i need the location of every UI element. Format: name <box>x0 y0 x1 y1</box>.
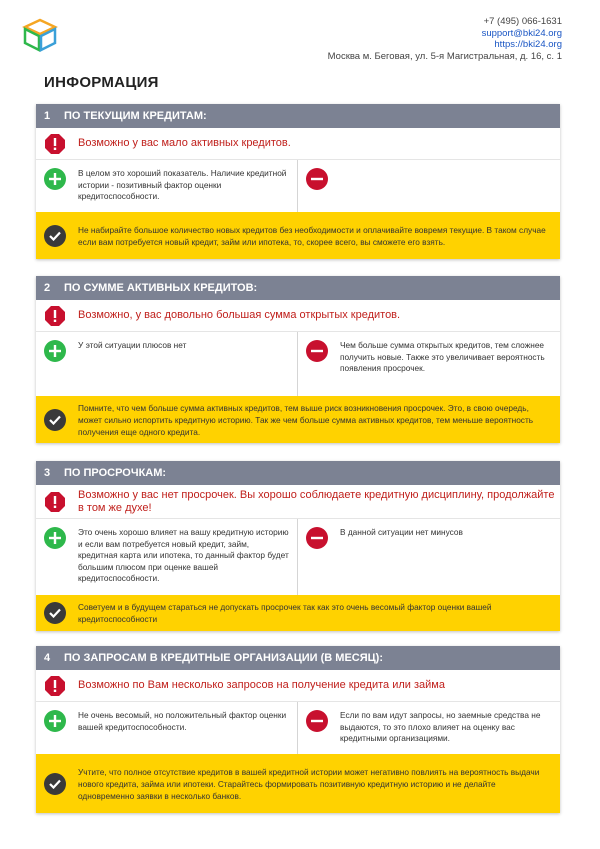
minus-circle-icon <box>306 710 328 732</box>
plus-circle-icon <box>44 710 66 732</box>
plus-column <box>36 519 298 595</box>
warning-row <box>36 485 560 519</box>
plus-column <box>36 702 298 754</box>
warning-row <box>36 300 560 332</box>
section-header <box>36 461 560 485</box>
plus-text: Это очень хорошо влияет на вашу кредитную историю и если вам потребуется новый кредит, займ, кредитная карта или ипотека, то данный фактор будет большим плюсом при оценке вашей кредитоспособности. <box>78 527 289 584</box>
stop-sign-icon <box>44 133 66 155</box>
plus-circle-icon <box>44 168 66 190</box>
tip-text: Не набирайте большое количество новых кредитов без необходимости и оплачивайте вовремя текущие. В таком случае если вам потребуется новый кредит, займ или ипотека, то, скорее всего, вы сможете его взять. <box>78 224 546 247</box>
minus-text: Если по вам идут запросы, но заемные средства не выдаются, то это плохо влияет на оценку вас кредитными организациями. <box>340 710 541 744</box>
tip-row <box>36 212 560 259</box>
site-link[interactable]: https://bki24.org <box>494 39 562 50</box>
plus-column <box>36 332 298 396</box>
warning-row <box>36 128 560 160</box>
tip-text: Помните, что чем больше сумма активных кредитов, тем выше риск возникновения просрочек. Это, в свою очередь, может сильно испортить кредитную историю. Так же чем больше сумма активных кредитов, тем меньше вероятность получения еще одного кредита. <box>78 402 534 437</box>
warning-text: Возможно у вас мало активных кредитов. <box>78 137 291 150</box>
section-title: ПО ПРОСРОЧКАМ: <box>64 467 167 479</box>
section-number: 4 <box>44 652 51 664</box>
check-circle-icon <box>44 773 66 795</box>
check-circle-icon <box>44 409 66 431</box>
minus-column <box>298 332 560 396</box>
plus-minus-row <box>36 519 560 595</box>
minus-column <box>298 160 560 212</box>
minus-text: В данной ситуации нет минусов <box>340 527 463 537</box>
check-circle-icon <box>44 225 66 247</box>
email-link[interactable]: support@bki24.org <box>481 27 562 39</box>
contacts-block <box>328 16 562 62</box>
plus-text: Не очень весомый, но положительный фактор оценки вашей кредитоспособности. <box>78 710 287 732</box>
plus-text: В целом это хороший показатель. Наличие кредитной истории - позитивный фактор оценки кредитоспособности. <box>78 168 287 202</box>
phone-number: +7 (495) 066-1631 <box>483 16 562 27</box>
stop-sign-icon <box>44 491 66 513</box>
section-overdue <box>36 461 560 631</box>
section-title: ПО СУММЕ АКТИВНЫХ КРЕДИТОВ: <box>64 282 258 294</box>
section-number: 3 <box>44 467 51 479</box>
section-title: ПО ЗАПРОСАМ В КРЕДИТНЫЕ ОРГАНИЗАЦИИ (В МЕСЯЦ): <box>64 652 383 664</box>
section-active-credits-sum <box>36 276 560 443</box>
minus-column <box>298 519 560 595</box>
plus-text: У этой ситуации плюсов нет <box>78 340 187 350</box>
section-credit-requests <box>36 646 560 813</box>
section-header <box>36 104 560 128</box>
cube-logo-icon <box>22 18 58 52</box>
warning-text: Возможно по Вам несколько запросов на получение кредита или займа <box>78 679 445 692</box>
stop-sign-icon <box>44 675 66 697</box>
page-title: ИНФОРМАЦИЯ <box>44 74 159 91</box>
plus-minus-row <box>36 702 560 754</box>
minus-circle-icon <box>306 168 328 190</box>
plus-circle-icon <box>44 527 66 549</box>
warning-text: Возможно у вас нет просрочек. Вы хорошо соблюдаете кредитную дисциплину, продолжайте в том же духе! <box>78 489 555 514</box>
tip-row <box>36 396 560 443</box>
plus-minus-row <box>36 160 560 212</box>
warning-text: Возможно, у вас довольно большая сумма открытых кредитов. <box>78 309 401 322</box>
plus-minus-row <box>36 332 560 396</box>
minus-circle-icon <box>306 340 328 362</box>
section-header <box>36 646 560 670</box>
check-circle-icon <box>44 602 66 624</box>
section-number: 2 <box>44 282 51 294</box>
address: Москва м. Беговая, ул. 5-я Магистральная, д. 16, с. 1 <box>327 50 562 62</box>
plus-circle-icon <box>44 340 66 362</box>
warning-row <box>36 670 560 702</box>
section-title: ПО ТЕКУЩИМ КРЕДИТАМ: <box>64 110 207 122</box>
minus-text: Чем больше сумма открытых кредитов, тем сложнее получить новые. Также это увеличивает вероятность появления просрочек. <box>340 340 545 374</box>
plus-column <box>36 160 298 212</box>
tip-row <box>36 754 560 813</box>
tip-text: Учтите, что полное отсутствие кредитов в вашей кредитной истории может негативно повлиять на вероятность выдачи нового кредита, займа или ипотеки. Старайтесь формировать позитивную кредитную историю и не делайте одновременно заявки в несколько банков. <box>78 766 540 801</box>
section-header <box>36 276 560 300</box>
section-current-credits <box>36 104 560 259</box>
stop-sign-icon <box>44 305 66 327</box>
tip-row <box>36 595 560 631</box>
minus-circle-icon <box>306 527 328 549</box>
minus-column <box>298 702 560 754</box>
tip-text: Советуем и в будущем стараться не допускать просрочек так как это очень весомый фактор оценки вашей кредитоспособности <box>78 602 492 624</box>
section-number: 1 <box>44 110 51 122</box>
